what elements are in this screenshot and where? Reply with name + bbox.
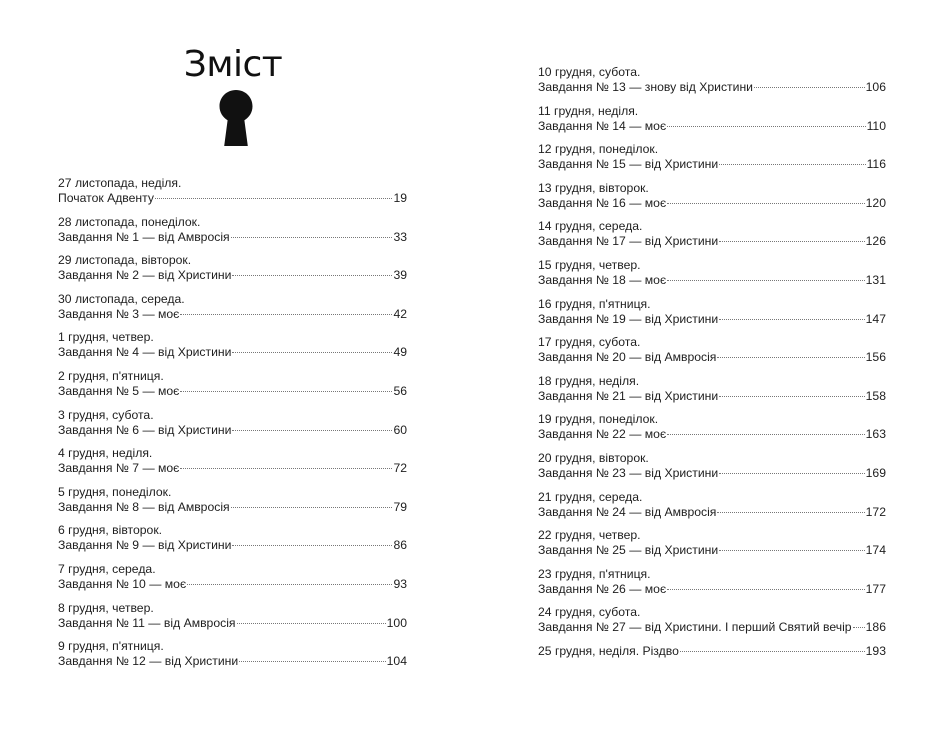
- toc-entry-line: [58, 423, 407, 438]
- dot-leader: [237, 623, 386, 624]
- toc-entry-date: 30 листопада, середа.: [58, 291, 185, 306]
- toc-entry-date: 12 грудня, понеділок.: [538, 142, 659, 157]
- dot-leader: [667, 280, 864, 281]
- toc-entry-page-number: 186: [865, 620, 886, 635]
- toc-entry-date: 8 грудня, четвер.: [58, 600, 154, 615]
- toc-entry: [538, 412, 886, 451]
- toc-entry-date: 4 грудня, неділя.: [58, 446, 153, 461]
- toc-entry-page-number: 172: [865, 504, 886, 519]
- toc-entry-page-number: 193: [865, 643, 886, 658]
- toc-list-left: [58, 176, 407, 678]
- toc-entry-task: Завдання № 9 — від Христини: [58, 538, 232, 553]
- toc-entry-date: 28 листопада, понеділок.: [58, 214, 201, 229]
- dot-leader: [232, 545, 392, 546]
- toc-entry-page-number: 42: [393, 306, 407, 321]
- dot-leader: [719, 319, 864, 320]
- toc-entry-page-number: 93: [393, 576, 407, 591]
- toc-entry-task: Завдання № 17 — від Христини: [538, 234, 719, 249]
- toc-entry-page-number: 156: [865, 350, 886, 365]
- toc-entry-task: Завдання № 4 — від Христини: [58, 345, 232, 360]
- toc-entry-date: 22 грудня, четвер.: [538, 528, 641, 543]
- toc-entry-line: [58, 500, 407, 515]
- toc-entry: [538, 644, 886, 683]
- toc-entry-page-number: 158: [865, 388, 886, 403]
- toc-entry: [58, 408, 407, 447]
- toc-entry: [538, 65, 886, 104]
- toc-entry-line: [538, 312, 886, 327]
- toc-entry-line: [58, 307, 407, 322]
- dot-leader: [232, 275, 392, 276]
- toc-entry: [538, 258, 886, 297]
- toc-entry-page-number: 56: [393, 383, 407, 398]
- toc-entry-task: Завдання № 3 — моє: [58, 306, 180, 321]
- toc-entry-page-number: 116: [866, 157, 886, 172]
- toc-entry-date: 9 грудня, п'ятниця.: [58, 639, 164, 654]
- toc-entry-task: 25 грудня, неділя. Різдво: [538, 643, 679, 658]
- toc-entry-task: Завдання № 26 — моє: [538, 581, 667, 596]
- dot-leader: [667, 434, 864, 435]
- toc-entry: [58, 253, 407, 292]
- toc-entry-line: [538, 119, 886, 134]
- toc-entry-task: Початок Адвенту: [58, 191, 154, 205]
- toc-entry-line: [538, 543, 886, 558]
- toc-entry: [58, 523, 407, 562]
- dot-leader: [719, 396, 864, 397]
- toc-entry-task: Завдання № 22 — моє: [538, 427, 667, 442]
- toc-entry-page-number: 33: [393, 229, 407, 244]
- toc-entry-date: 2 грудня, п'ятниця.: [58, 368, 164, 383]
- toc-entry-date: 3 грудня, субота.: [58, 407, 154, 422]
- toc-entry: [538, 490, 886, 529]
- dot-leader: [239, 661, 385, 662]
- toc-entry-date: 19 грудня, понеділок.: [538, 412, 659, 427]
- toc-entry-page-number: 104: [386, 654, 407, 669]
- toc-entry: [58, 369, 407, 408]
- toc-entry: [538, 528, 886, 567]
- toc-entry-line: [538, 273, 886, 288]
- toc-entry-date: 27 листопада, неділя.: [58, 176, 182, 190]
- toc-entry-page-number: 72: [393, 461, 407, 476]
- toc-entry-task: Завдання № 2 — від Христини: [58, 268, 232, 283]
- toc-entry-page-number: 106: [865, 80, 886, 94]
- toc-entry-task: Завдання № 7 — моє: [58, 461, 180, 476]
- toc-list-right: [538, 65, 886, 683]
- toc-entry-task: Завдання № 5 — моє: [58, 383, 180, 398]
- toc-entry-line: [58, 191, 407, 206]
- toc-entry-task: Завдання № 11 — від Амвросія: [58, 615, 236, 630]
- toc-entry: [538, 297, 886, 336]
- dot-leader: [232, 430, 392, 431]
- dot-leader: [231, 237, 393, 238]
- dot-leader: [853, 627, 865, 628]
- toc-entry-date: 17 грудня, субота.: [538, 335, 641, 350]
- toc-entry-date: 20 грудня, вівторок.: [538, 450, 649, 465]
- toc-entry-line: [538, 505, 886, 520]
- toc-entry: [538, 219, 886, 258]
- toc-entry-line: [58, 538, 407, 553]
- toc-entry-date: 29 листопада, вівторок.: [58, 253, 192, 268]
- page-title: Зміст: [183, 44, 283, 85]
- toc-entry-date: 7 грудня, середа.: [58, 561, 156, 576]
- toc-entry-page-number: 100: [386, 615, 407, 630]
- toc-entry-task: Завдання № 24 — від Амвросія: [538, 504, 717, 519]
- toc-entry-page-number: 120: [865, 195, 886, 210]
- toc-entry-page-number: 169: [865, 465, 886, 480]
- toc-entry-line: [538, 389, 886, 404]
- toc-entry-line: [538, 157, 886, 172]
- toc-entry-date: 1 грудня, четвер.: [58, 330, 154, 345]
- dot-leader: [231, 507, 393, 508]
- toc-entry: [58, 330, 407, 369]
- toc-entry-date: 18 грудня, неділя.: [538, 373, 640, 388]
- dot-leader: [719, 550, 864, 551]
- toc-entry: [538, 605, 886, 644]
- toc-entry-line: [538, 234, 886, 249]
- toc-entry-line: [538, 466, 886, 481]
- toc-entry-task: Завдання № 18 — моє: [538, 272, 667, 287]
- toc-entry-date: 16 грудня, п'ятниця.: [538, 296, 651, 311]
- toc-entry-line: [538, 644, 886, 659]
- toc-entry-page-number: 60: [393, 422, 407, 437]
- toc-entry: [58, 562, 407, 601]
- toc-entry-date: 14 грудня, середа.: [538, 219, 643, 234]
- toc-entry: [538, 451, 886, 490]
- toc-entry-line: [538, 196, 886, 211]
- toc-entry-task: Завдання № 10 — моє: [58, 576, 187, 591]
- dot-leader: [155, 198, 392, 199]
- toc-entry-page-number: 39: [393, 268, 407, 283]
- toc-entry-date: 5 грудня, понеділок.: [58, 484, 172, 499]
- toc-entry-date: 13 грудня, вівторок.: [538, 180, 649, 195]
- toc-entry: [58, 639, 407, 678]
- toc-entry-task: Завдання № 14 — моє: [538, 118, 667, 133]
- toc-entry-date: 21 грудня, середа.: [538, 489, 643, 504]
- toc-entry-date: 10 грудня, субота.: [538, 65, 641, 79]
- dot-leader: [717, 357, 864, 358]
- toc-entry-line: [538, 350, 886, 365]
- toc-entry: [538, 374, 886, 413]
- toc-entry-page-number: 19: [393, 191, 407, 205]
- toc-entry: [538, 181, 886, 220]
- toc-entry-page-number: 177: [865, 581, 886, 596]
- toc-entry: [538, 104, 886, 143]
- toc-entry-date: 6 грудня, вівторок.: [58, 523, 163, 538]
- toc-entry-date: 11 грудня, неділя.: [538, 103, 639, 118]
- toc-entry-line: [538, 620, 886, 635]
- toc-entry-page-number: 86: [393, 538, 407, 553]
- right-page: [476, 0, 951, 736]
- toc-entry: [58, 215, 407, 254]
- toc-entry-page-number: 174: [865, 543, 886, 558]
- toc-entry-task: Завдання № 15 — від Христини: [538, 157, 719, 172]
- toc-entry-line: [58, 461, 407, 476]
- toc-entry-task: Завдання № 13 — знову від Христини: [538, 80, 753, 94]
- dot-leader: [667, 203, 864, 204]
- dot-leader: [719, 241, 864, 242]
- toc-entry-task: Завдання № 27 — від Христини. І перший Святий вечір: [538, 620, 852, 635]
- toc-entry-line: [58, 345, 407, 360]
- toc-entry-date: 23 грудня, п'ятниця.: [538, 566, 651, 581]
- toc-entry-page-number: 126: [865, 234, 886, 249]
- dot-leader: [667, 126, 865, 127]
- toc-entry-task: Завдання № 23 — від Христини: [538, 465, 719, 480]
- toc-entry-line: [58, 268, 407, 283]
- toc-entry-page-number: 163: [865, 427, 886, 442]
- toc-entry-task: Завдання № 12 — від Христини: [58, 654, 239, 669]
- toc-entry-page-number: 49: [393, 345, 407, 360]
- toc-entry-line: [58, 230, 407, 245]
- toc-entry-line: [58, 616, 407, 631]
- toc-entry-line: [58, 384, 407, 399]
- keyhole-icon: [218, 89, 254, 147]
- toc-entry: [58, 601, 407, 640]
- dot-leader: [232, 352, 392, 353]
- toc-entry-task: Завдання № 20 — від Амвросія: [538, 350, 717, 365]
- dot-leader: [754, 87, 865, 88]
- dot-leader: [719, 164, 865, 165]
- toc-entry-task: Завдання № 25 — від Христини: [538, 543, 719, 558]
- toc-entry-line: [538, 80, 886, 95]
- toc-entry-page-number: 147: [865, 311, 886, 326]
- toc-entry: [58, 292, 407, 331]
- dot-leader: [667, 589, 864, 590]
- toc-entry-line: [538, 427, 886, 442]
- toc-entry-task: Завдання № 6 — від Христини: [58, 422, 232, 437]
- toc-entry: [58, 446, 407, 485]
- dot-leader: [719, 473, 864, 474]
- left-page: [0, 0, 475, 736]
- toc-entry-page-number: 79: [393, 499, 407, 514]
- dot-leader: [717, 512, 864, 513]
- toc-entry: [58, 176, 407, 215]
- dot-leader: [180, 391, 392, 392]
- dot-leader: [180, 468, 392, 469]
- toc-entry-page-number: 131: [865, 272, 886, 287]
- dot-leader: [187, 584, 392, 585]
- dot-leader: [180, 314, 392, 315]
- toc-entry-task: Завдання № 21 — від Христини: [538, 388, 719, 403]
- toc-entry-line: [58, 654, 407, 669]
- toc-entry: [58, 485, 407, 524]
- toc-entry-task: Завдання № 16 — моє: [538, 195, 667, 210]
- toc-entry: [538, 335, 886, 374]
- toc-entry: [538, 142, 886, 181]
- toc-entry-date: 15 грудня, четвер.: [538, 257, 641, 272]
- dot-leader: [680, 651, 865, 652]
- toc-entry-date: 24 грудня, субота.: [538, 605, 641, 620]
- toc-entry-task: Завдання № 19 — від Христини: [538, 311, 719, 326]
- toc-entry-task: Завдання № 1 — від Амвросія: [58, 229, 230, 244]
- toc-entry-task: Завдання № 8 — від Амвросія: [58, 499, 230, 514]
- toc-entry-line: [538, 582, 886, 597]
- toc-entry: [538, 567, 886, 606]
- toc-entry-page-number: 110: [866, 118, 886, 133]
- toc-entry-line: [58, 577, 407, 592]
